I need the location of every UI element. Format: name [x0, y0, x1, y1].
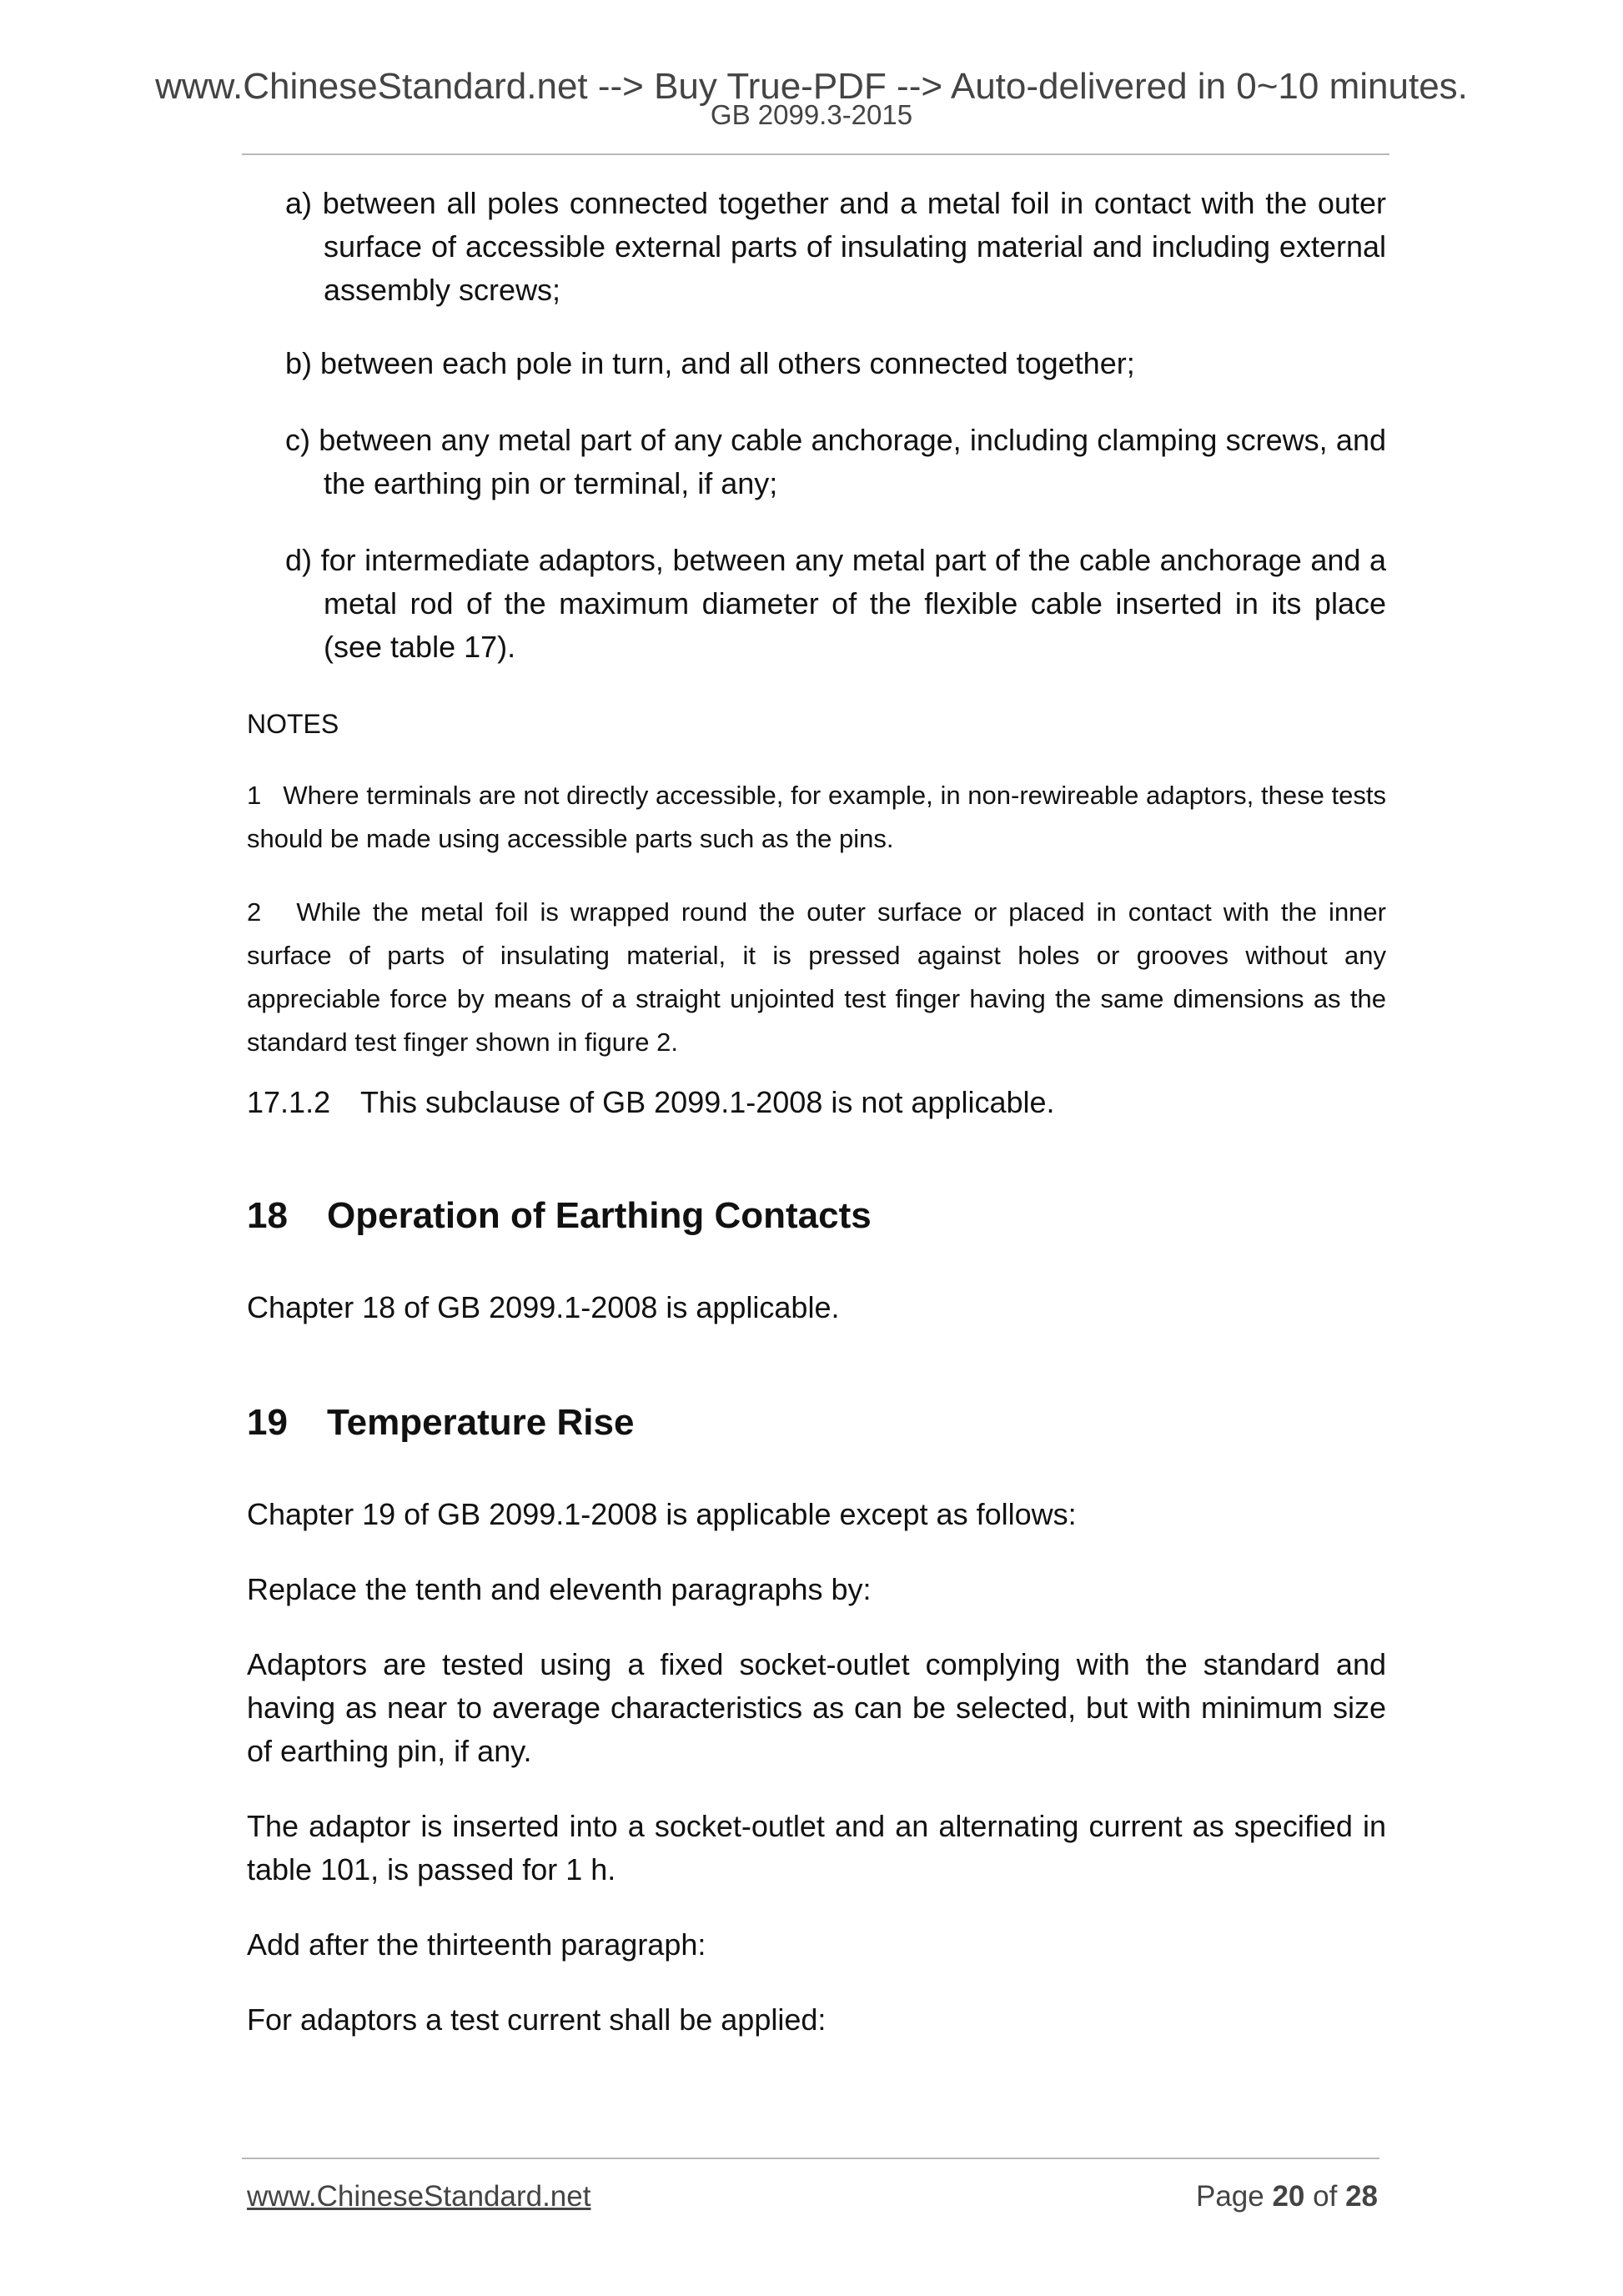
section-heading-19: [247, 1399, 1386, 1446]
page-current: 20: [1272, 2180, 1305, 2213]
section-19-paragraph: Adaptors are tested using a fixed socket-outlet complying with the standard and having as near to average characteristics as can be selected, but with minimum size of earthing pin, if any.: [247, 1647, 1386, 1768]
note-number: 1: [247, 781, 262, 810]
header-banner[interactable]: www.ChineseStandard.net --> Buy True-PDF --> Auto-delivered in 0~10 minutes.: [155, 66, 1468, 107]
note-1: [247, 774, 1386, 861]
page-of: of: [1313, 2180, 1338, 2213]
section-19-paragraph: Chapter 19 of GB 2099.1-2008 is applicable except as follows:: [247, 1497, 1077, 1531]
note-2: [247, 891, 1386, 1064]
footer-divider: [242, 2158, 1379, 2159]
clause-17-1-2: [247, 1081, 1386, 1124]
list-item-text: between any metal part of any cable anchorage, including clamping screws, and the earthing pin or terminal, if any;: [319, 423, 1386, 500]
list-item-label: c): [285, 423, 310, 457]
list-item-a: [247, 182, 1386, 312]
list-item-b: [247, 342, 1386, 385]
list-item-text: for intermediate adaptors, between any metal part of the cable anchorage and a metal rod of the maximum diameter of the flexible cable inserted in its place (see table 17).: [320, 543, 1386, 664]
notes-heading: NOTES: [247, 709, 339, 739]
list-item-text: between each pole in turn, and all others connected together;: [320, 346, 1135, 380]
section-number: 18: [247, 1195, 288, 1236]
section-19-paragraph: Add after the thirteenth paragraph:: [247, 1927, 706, 1962]
page-total: 28: [1345, 2180, 1378, 2213]
clause-text: This subclause of GB 2099.1-2008 is not applicable.: [360, 1085, 1055, 1119]
footer-website-link[interactable]: www.ChineseStandard.net: [247, 2180, 591, 2213]
section-18-text: Chapter 18 of GB 2099.1-2008 is applicable.: [247, 1290, 840, 1324]
section-number: 19: [247, 1402, 288, 1443]
page-content: [247, 182, 1386, 2042]
section-19-paragraph: The adaptor is inserted into a socket-outlet and an alternating current as specified in table 101, is passed for 1 h.: [247, 1809, 1386, 1887]
list-item-label: a): [285, 186, 313, 220]
section-title: Temperature Rise: [327, 1402, 635, 1443]
list-item-c: [247, 419, 1386, 505]
note-text: While the metal foil is wrapped round the outer surface or placed in contact with the inner surface of parts of insulating material, it is pressed against holes or grooves without any appreciable force by means of a straight unjointed test finger having the same dimensions as the standard test finger shown in figure 2.: [247, 897, 1386, 1057]
note-number: 2: [247, 897, 262, 927]
section-title: Operation of Earthing Contacts: [327, 1195, 872, 1236]
section-heading-18: [247, 1193, 1386, 1239]
list-item-label: b): [285, 346, 313, 380]
note-text: Where terminals are not directly accessible, for example, in non-rewireable adaptors, these tests should be made using accessible parts such as the pins.: [247, 781, 1386, 853]
section-19-paragraph: Replace the tenth and eleventh paragraphs by:: [247, 1572, 872, 1606]
list-item-d: [247, 539, 1386, 669]
page-label: Page: [1195, 2180, 1264, 2213]
section-19-paragraph: For adaptors a test current shall be applied:: [247, 2002, 827, 2037]
page-number: [1184, 2178, 1378, 2215]
header-divider: [242, 153, 1389, 155]
document-code: GB 2099.3-2015: [710, 99, 913, 130]
list-item-label: d): [285, 543, 313, 577]
list-item-text: between all poles connected together and a metal foil in contact with the outer surface of accessible external parts of insulating material and including external assembly screws;: [322, 186, 1386, 307]
clause-number: 17.1.2: [247, 1085, 331, 1119]
